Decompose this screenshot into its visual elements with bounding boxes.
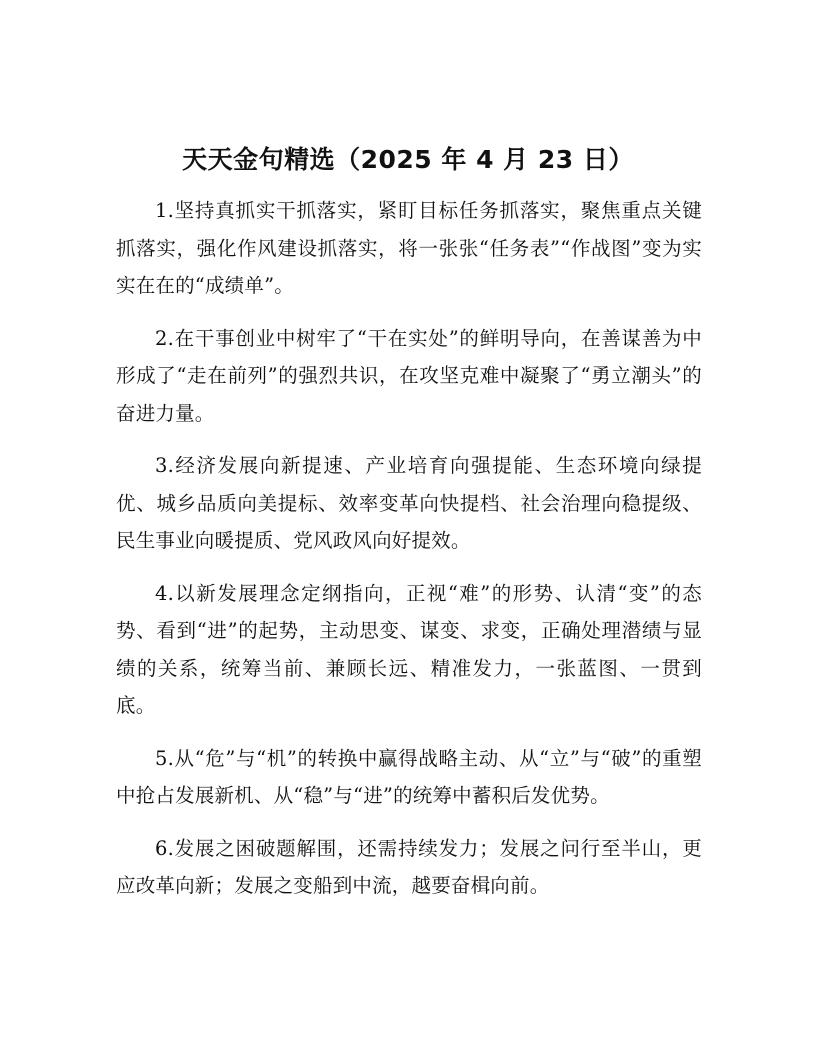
paragraph-4: 4.以新发展理念定纲指向，正视“难”的形势、认清“变”的态势、看到“进”的起势，主动思变、谋变、求变，正确处理潜绩与显绩的关系，统筹当前、兼顾长远、精准发力，一张蓝图、一贯到底。 (116, 581, 702, 717)
paragraph-2: 2.在干事创业中树牢了“干在实处”的鲜明导向，在善谋善为中形成了“走在前列”的强烈共识，在攻坚克难中凝聚了“勇立潮头”的奋进力量。 (116, 326, 702, 425)
paragraph-3: 3.经济发展向新提速、产业培育向强提能、生态环境向绿提优、城乡品质向美提标、效率变革向快提档、社会治理向稳提级、民生事业向暖提质、党风政风向好提效。 (116, 454, 702, 552)
paragraph-5: 5.从“危”与“机”的转换中赢得战略主动、从“立”与“破”的重塑中抢占发展新机、从“稳”与“进”的统筹中蓄积后发优势。 (116, 746, 702, 807)
paragraph-6: 6.发展之困破题解围，还需持续发力；发展之问行至半山，更应改革向新；发展之变船到中流，越要奋楫向前。 (116, 836, 702, 897)
document-body (116, 192, 702, 920)
paragraph-1: 1.坚持真抓实干抓落实，紧盯目标任务抓落实，聚焦重点关键抓落实，强化作风建设抓落实，将一张张“任务表”“作战图”变为实实在在的“成绩单”。 (116, 199, 702, 297)
document-title: 天天金句精选（2025 年 4 月 23 日） (182, 145, 634, 174)
